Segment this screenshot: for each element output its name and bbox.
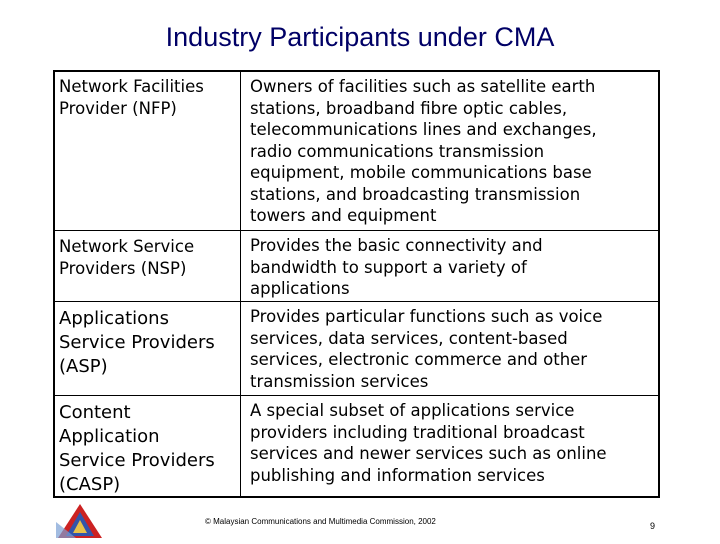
participant-name: Network Facilities Provider (NFP) — [59, 77, 204, 118]
table-row — [55, 231, 658, 302]
page-number: 9 — [650, 521, 656, 531]
description-cell — [241, 231, 658, 301]
participant-name: Network Service Providers (NSP) — [59, 237, 195, 278]
slide-title: Industry Participants under CMA — [165, 22, 555, 52]
table-row — [55, 72, 658, 231]
participant-name: Applications Service Providers (ASP) — [59, 308, 215, 377]
description-cell — [241, 302, 658, 395]
participant-cell — [55, 72, 241, 230]
description-cell — [241, 72, 658, 230]
description-cell — [241, 396, 658, 496]
participant-description: Owners of facilities such as satellite earth stations, broadband fibre optic cables, telecommunications lines and exchanges, radio communications transmission equipment, mobile communications base stations, and broadcasting transmission towers and equipment — [250, 77, 597, 225]
participant-cell — [55, 231, 241, 301]
table-row — [55, 302, 658, 396]
participant-name: Content Application Service Providers (CASP) — [59, 402, 215, 495]
participant-description: Provides particular functions such as voice services, data services, content-based services, electronic commerce and other transmission services — [250, 307, 603, 391]
copyright-footer: © Malaysian Communications and Multimedia Commission, 2002 — [205, 517, 436, 526]
participants-table — [53, 70, 660, 498]
participant-description: A special subset of applications service providers including traditional broadcast services and newer services such as online publishing and information services — [250, 401, 607, 485]
participant-cell — [55, 396, 241, 496]
participant-description: Provides the basic connectivity and bandwidth to support a variety of applications — [250, 236, 543, 298]
triangle-logo-icon — [54, 500, 106, 540]
participant-cell — [55, 302, 241, 395]
table-row — [55, 396, 658, 496]
